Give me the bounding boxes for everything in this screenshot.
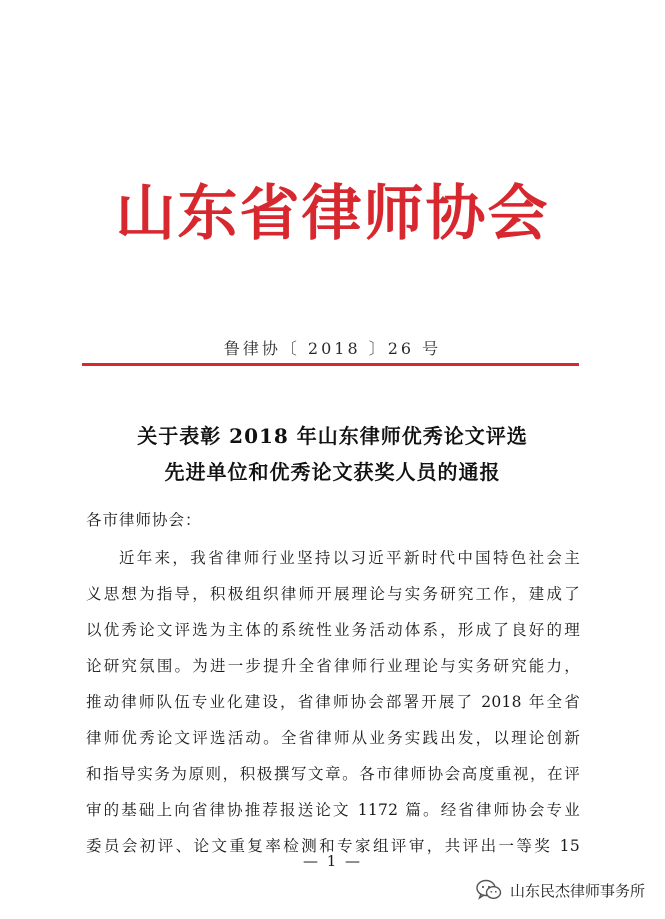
wechat-icon [476,879,502,901]
body-line: 以优秀论文评选为主体的系统性业务活动体系，形成了良好的理 [86,621,580,639]
watermark [476,876,645,904]
body-line: 委员会初评、论文重复率检测和专家组评审，共评出一等奖 15 [86,837,580,855]
document-number: 鲁律协〔 2018 〕26 号 [223,339,442,358]
salutation: 各市律师协会： [86,511,202,529]
notice-title-line-1: 关于表彰 2018 年山东律师优秀论文评选 [137,424,528,448]
body-line: 审的基础上向省律协推荐报送论文 1172 篇。经省律师协会专业 [86,801,580,819]
masthead-title: 山东省律师协会 [115,179,550,249]
watermark-text: 山东民杰律师事务所 [509,881,645,900]
body-line: 推动律师队伍专业化建设，省律师协会部署开展了 2018 年全省 [86,693,580,711]
body-line: 近年来，我省律师行业坚持以习近平新时代中国特色社会主 [119,549,580,567]
body-line: 律师优秀论文评选活动。全省律师从业务实践出发，以理论创新 [86,729,580,747]
red-divider [82,363,579,366]
body-line: 和指导实务为原则，积极撰写文章。各市律师协会高度重视，在评 [86,765,580,783]
body-line: 义思想为指导，积极组织律师开展理论与实务研究工作，建成了 [86,585,580,603]
body-line: 论研究氛围。为进一步提升全省律师行业理论与实务研究能力， [86,657,580,675]
notice-title-line-2: 先进单位和优秀论文获奖人员的通报 [164,460,501,484]
page-number: — 1 — [302,852,363,870]
